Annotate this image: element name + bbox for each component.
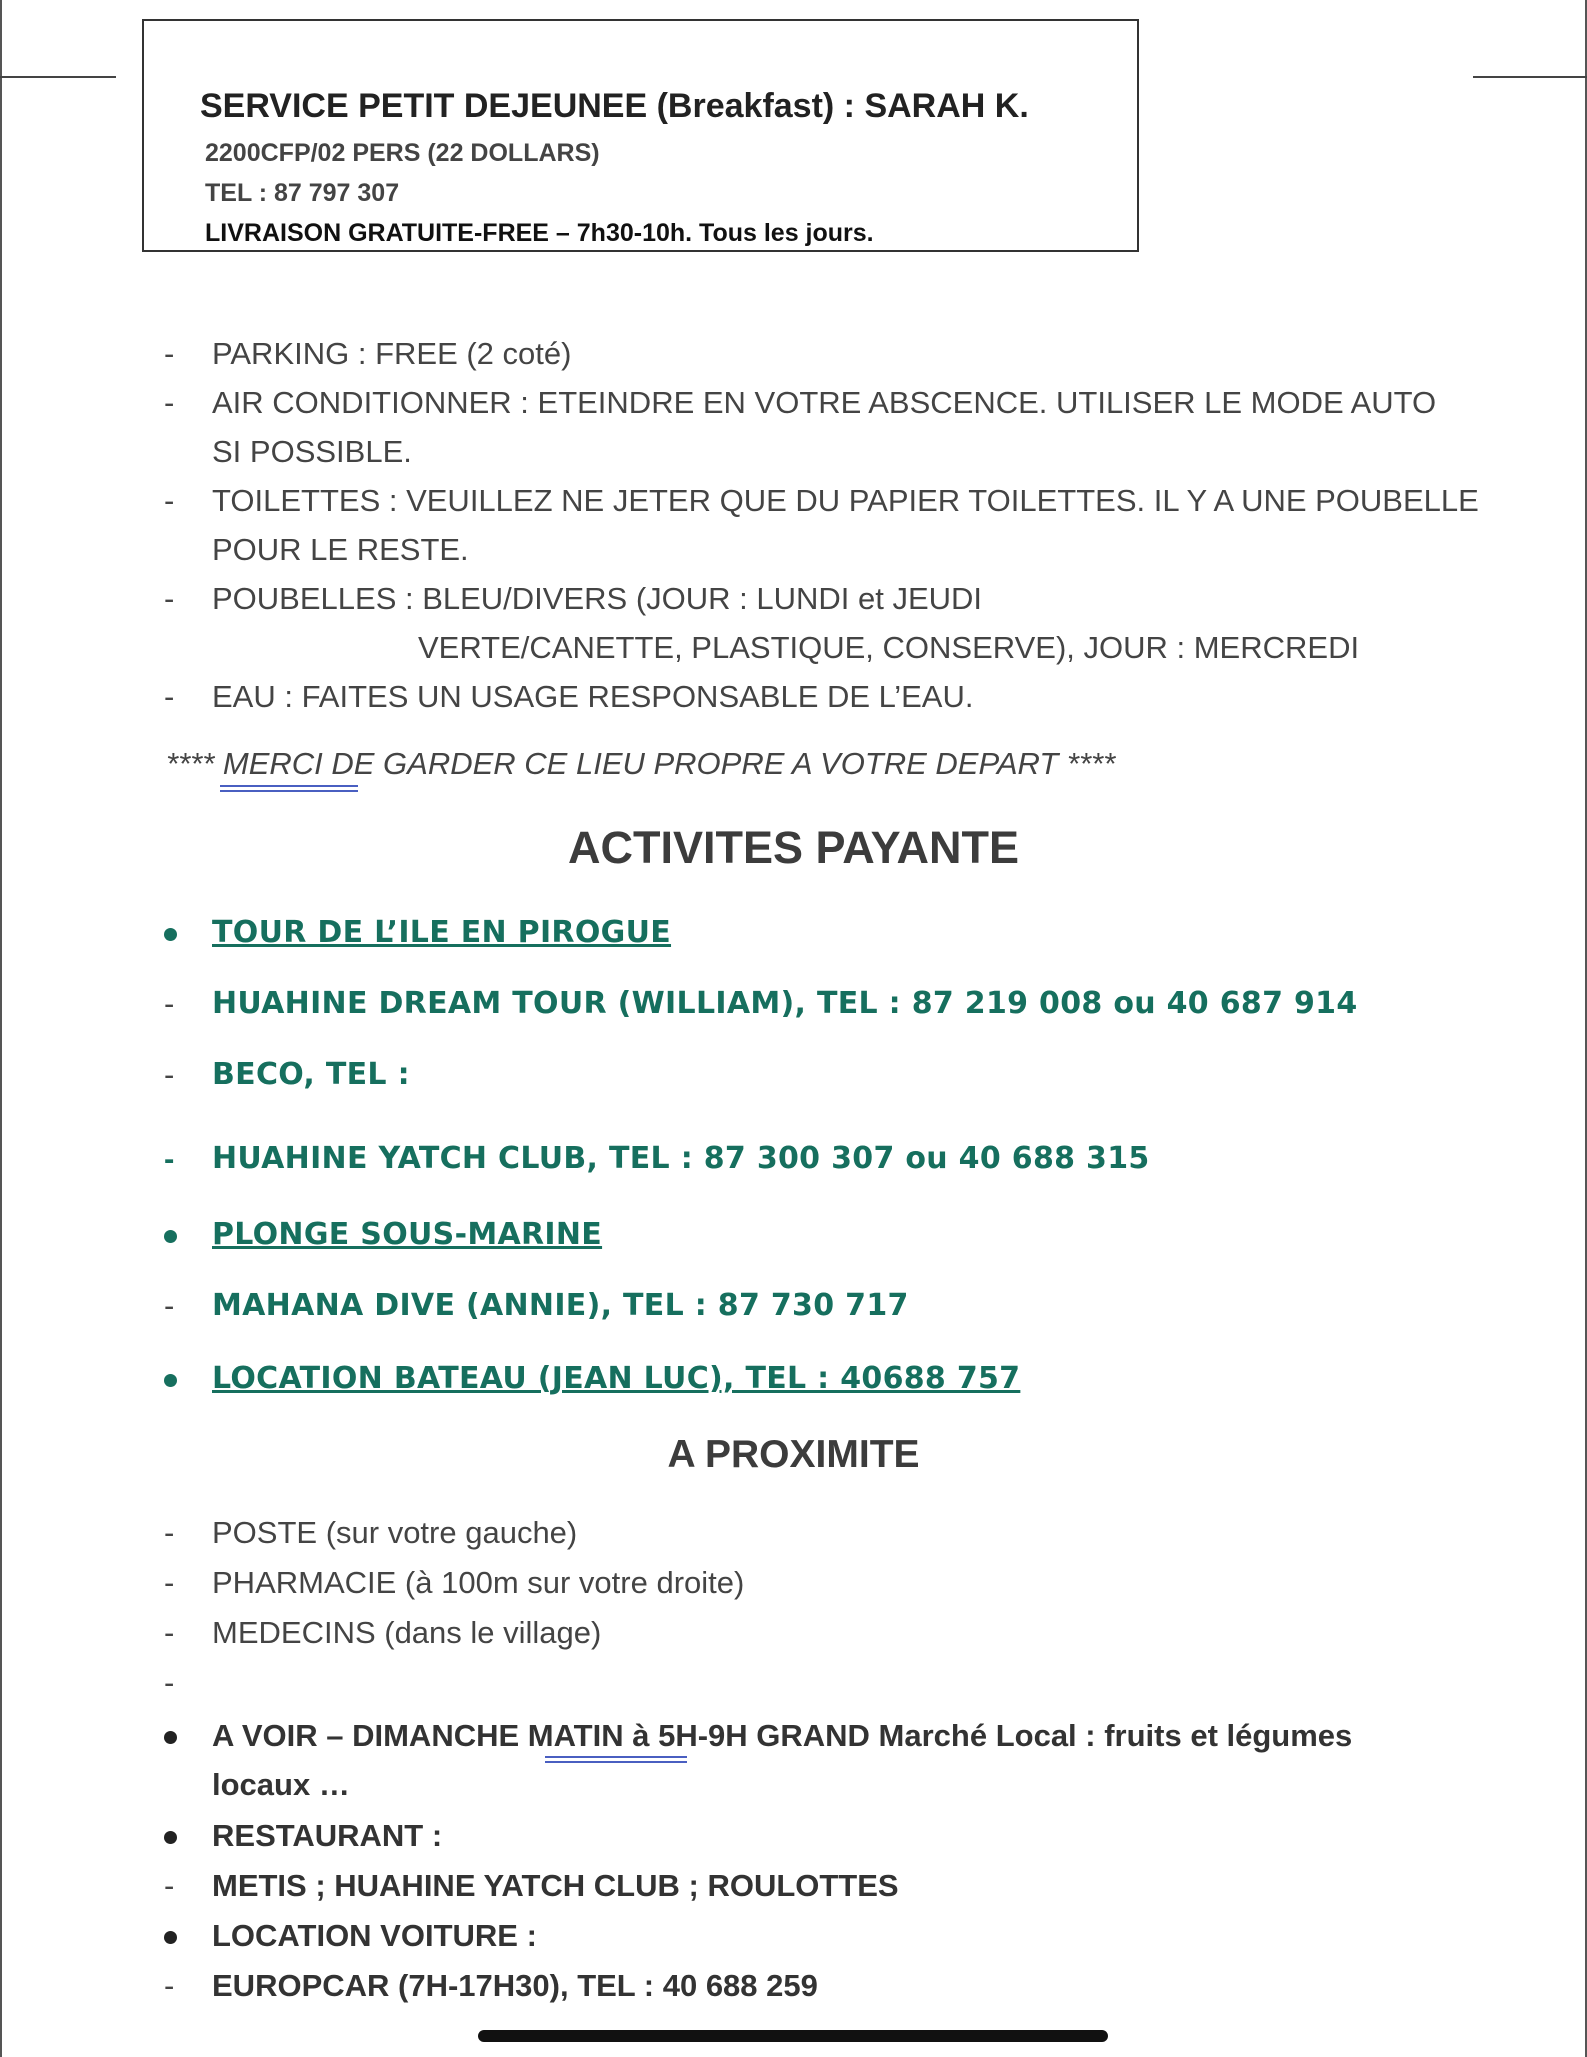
clean-reminder-note: **** MERCI DE GARDER CE LIEU PROPRE A VOTRE DEPART **** bbox=[166, 746, 1116, 781]
breakfast-price: 2200CFP/02 PERS (22 DOLLARS) bbox=[205, 139, 600, 167]
nearby-car-rental-text: LOCATION VOITURE : bbox=[212, 1918, 537, 1953]
spellcheck-underline bbox=[545, 1756, 687, 1758]
bullet-marker bbox=[164, 1831, 177, 1844]
activity-pirogue-text: TOUR DE L’ILE EN PIROGUE bbox=[212, 915, 672, 950]
nearby-heading: A PROXIMITE bbox=[667, 1433, 920, 1476]
spellcheck-underline bbox=[220, 790, 358, 792]
breakfast-title: SERVICE PETIT DEJEUNEE (Breakfast) : SARAH K. bbox=[200, 87, 1029, 125]
activity-mahana-dive-text: MAHANA DIVE (ANNIE), TEL : 87 730 717 bbox=[212, 1288, 909, 1323]
header-rule-right bbox=[1473, 76, 1587, 78]
rule-bins-text-1: POUBELLES : BLEU/DIVERS (JOUR : LUNDI et JEUDI bbox=[212, 581, 983, 616]
nearby-pharmacie-text: PHARMACIE (à 100m sur votre droite) bbox=[212, 1565, 745, 1600]
dash-marker: - bbox=[164, 581, 175, 616]
rule-air-text-2: SI POSSIBLE. bbox=[212, 434, 412, 469]
nearby-restaurant-text: RESTAURANT : bbox=[212, 1818, 443, 1853]
header-rule-left bbox=[0, 76, 116, 78]
activity-boat-rental-text: LOCATION BATEAU (JEAN LUC), TEL : 40688 757 bbox=[212, 1361, 1021, 1396]
breakfast-phone: TEL : 87 797 307 bbox=[205, 179, 400, 207]
dash-marker: - bbox=[164, 679, 175, 714]
rule-toilets-text-1: TOILETTES : VEUILLEZ NE JETER QUE DU PAPIER TOILETTES. IL Y A UNE POUBELLE bbox=[212, 483, 1479, 518]
dash-marker: - bbox=[164, 1968, 175, 2003]
dash-marker: - bbox=[164, 336, 175, 371]
nearby-restaurant-list-text: METIS ; HUAHINE YATCH CLUB ; ROULOTTES bbox=[212, 1868, 899, 1903]
bullet-marker bbox=[164, 1374, 177, 1387]
dash-marker: - bbox=[164, 1057, 175, 1092]
activity-dream-tour-text: HUAHINE DREAM TOUR (WILLIAM), TEL : 87 219 008 ou 40 687 914 bbox=[212, 986, 1358, 1021]
home-indicator[interactable] bbox=[478, 2030, 1108, 2042]
dash-marker: - bbox=[164, 385, 175, 420]
rule-parking-text: PARKING : FREE (2 coté) bbox=[212, 336, 572, 371]
bullet-marker bbox=[164, 1931, 177, 1944]
dash-marker: - bbox=[164, 1288, 175, 1323]
breakfast-info-box bbox=[142, 19, 1139, 252]
dash-marker: - bbox=[164, 1868, 175, 1903]
bullet-marker bbox=[164, 1230, 177, 1243]
dash-marker: - bbox=[164, 483, 175, 518]
rule-toilets-text-2: POUR LE RESTE. bbox=[212, 532, 469, 567]
dash-marker: - bbox=[164, 1615, 175, 1650]
activity-yacht-club-text: HUAHINE YATCH CLUB, TEL : 87 300 307 ou 40 688 315 bbox=[212, 1141, 1150, 1176]
nearby-europcar-text: EUROPCAR (7H-17H30), TEL : 40 688 259 bbox=[212, 1968, 818, 2003]
dash-marker: - bbox=[164, 1565, 175, 1600]
rule-bins-text-2: VERTE/CANETTE, PLASTIQUE, CONSERVE), JOUR : MERCREDI bbox=[418, 630, 1360, 665]
dash-marker: - bbox=[164, 1665, 175, 1700]
activities-heading: ACTIVITES PAYANTE bbox=[568, 822, 1019, 873]
spellcheck-underline bbox=[220, 785, 358, 787]
spellcheck-underline bbox=[545, 1761, 687, 1763]
activity-beco-text: BECO, TEL : bbox=[212, 1057, 410, 1092]
activity-plonge-text: PLONGE SOUS-MARINE bbox=[212, 1217, 603, 1252]
rule-air-text-1: AIR CONDITIONNER : ETEINDRE EN VOTRE ABSCENCE. UTILISER LE MODE AUTO bbox=[212, 385, 1437, 420]
dash-marker: - bbox=[164, 1141, 175, 1176]
nearby-medecins-text: MEDECINS (dans le village) bbox=[212, 1615, 602, 1650]
rule-water-text: EAU : FAITES UN USAGE RESPONSABLE DE L’EAU. bbox=[212, 679, 974, 714]
nearby-a-voir-text-1: A VOIR – DIMANCHE MATIN à 5H-9H GRAND Marché Local : fruits et légumes bbox=[212, 1718, 1353, 1753]
nearby-poste-text: POSTE (sur votre gauche) bbox=[212, 1515, 578, 1550]
bullet-marker bbox=[164, 928, 177, 941]
breakfast-delivery: LIVRAISON GRATUITE-FREE – 7h30-10h. Tous les jours. bbox=[205, 219, 874, 247]
page-left-edge bbox=[0, 0, 2, 2057]
dash-marker: - bbox=[164, 1515, 175, 1550]
dash-marker: - bbox=[164, 986, 175, 1021]
bullet-marker bbox=[164, 1731, 177, 1744]
nearby-a-voir-text-2: locaux … bbox=[212, 1767, 350, 1802]
